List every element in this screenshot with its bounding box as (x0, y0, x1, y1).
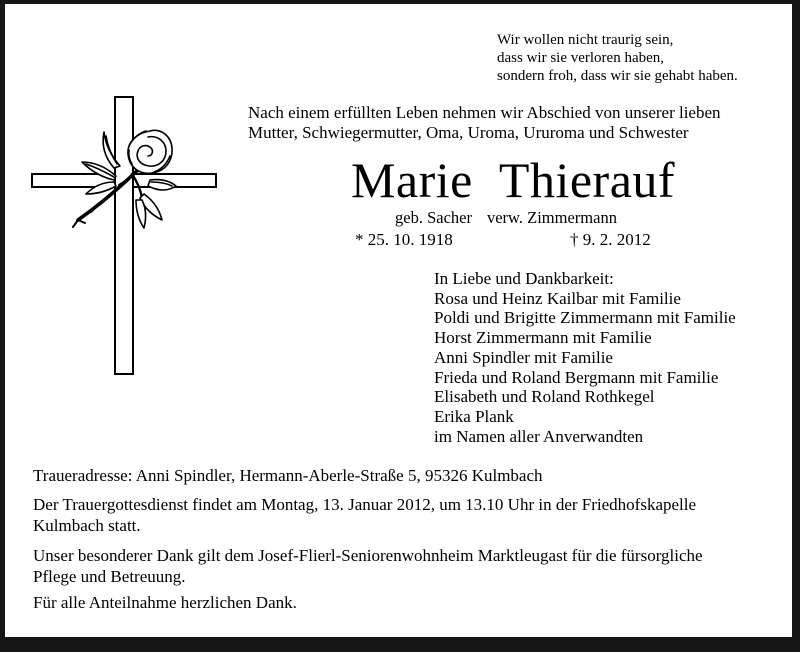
introduction-text (248, 103, 721, 144)
verse-line: Wir wollen nicht traurig sein, (497, 32, 674, 48)
mourner-line: Elisabeth und Roland Rothkegel (434, 387, 655, 407)
mourners-list (434, 269, 736, 446)
thanks-paragraph (33, 546, 703, 588)
mourner-line: im Namen aller Anverwandten (434, 426, 644, 446)
verse-line: sondern froh, dass wir sie gehabt haben. (497, 67, 738, 84)
frame-border-right (792, 0, 800, 652)
thanks-line: Unser besonderer Dank gilt dem Josef-Flierl-Seniorenwohnheim Marktleugast für die fürsorgliche (33, 546, 703, 565)
mourning-address: Traueradresse: Anni Spindler, Hermann-Aberle-Straße 5, 95326 Kulmbach (33, 466, 543, 485)
service-announcement (33, 495, 696, 537)
frame-border-top (0, 0, 800, 4)
intro-line: Mutter, Schwiegermutter, Oma, Uroma, Ururoma und Schwester (248, 123, 689, 143)
mourner-line: Rosa und Heinz Kailbar mit Familie (434, 288, 681, 308)
closing-thanks: Für alle Anteilnahme herzlichen Dank. (33, 593, 297, 612)
service-line: Der Trauergottesdienst findet am Montag, 13. Januar 2012, um 13.10 Uhr in der Friedhofskapelle (33, 495, 697, 514)
widowed-name: verw. Zimmermann (486, 208, 617, 227)
death-date: † 9. 2. 2012 (570, 230, 651, 249)
frame-border-bottom (0, 637, 800, 652)
intro-line: Nach einem erfüllten Leben nehmen wir Abschied von unserer lieben (248, 103, 721, 122)
birth-name: geb. Sacher (395, 208, 472, 227)
deceased-former-names (246, 208, 766, 228)
birth-date: * 25. 10. 1918 (355, 230, 453, 249)
deceased-name: Marie Thierauf (350, 152, 676, 208)
service-line: Kulmbach statt. (33, 515, 141, 535)
mourner-line: Erika Plank (434, 406, 514, 426)
mourner-line: Poldi und Brigitte Zimmermann mit Familie (434, 308, 736, 328)
mourner-line: Horst Zimmermann mit Familie (434, 328, 652, 348)
verse-line: dass wir sie verloren haben, (497, 49, 665, 66)
frame-border-left (0, 0, 5, 652)
mourner-line: Anni Spindler mit Familie (434, 347, 613, 367)
mourner-line: Frieda und Roland Bergmann mit Familie (434, 367, 719, 387)
thanks-line: Pflege und Betreuung. (33, 566, 186, 586)
opening-verse (497, 32, 738, 85)
mourners-heading: In Liebe und Dankbarkeit: (434, 269, 614, 288)
rose-icon (70, 120, 180, 232)
